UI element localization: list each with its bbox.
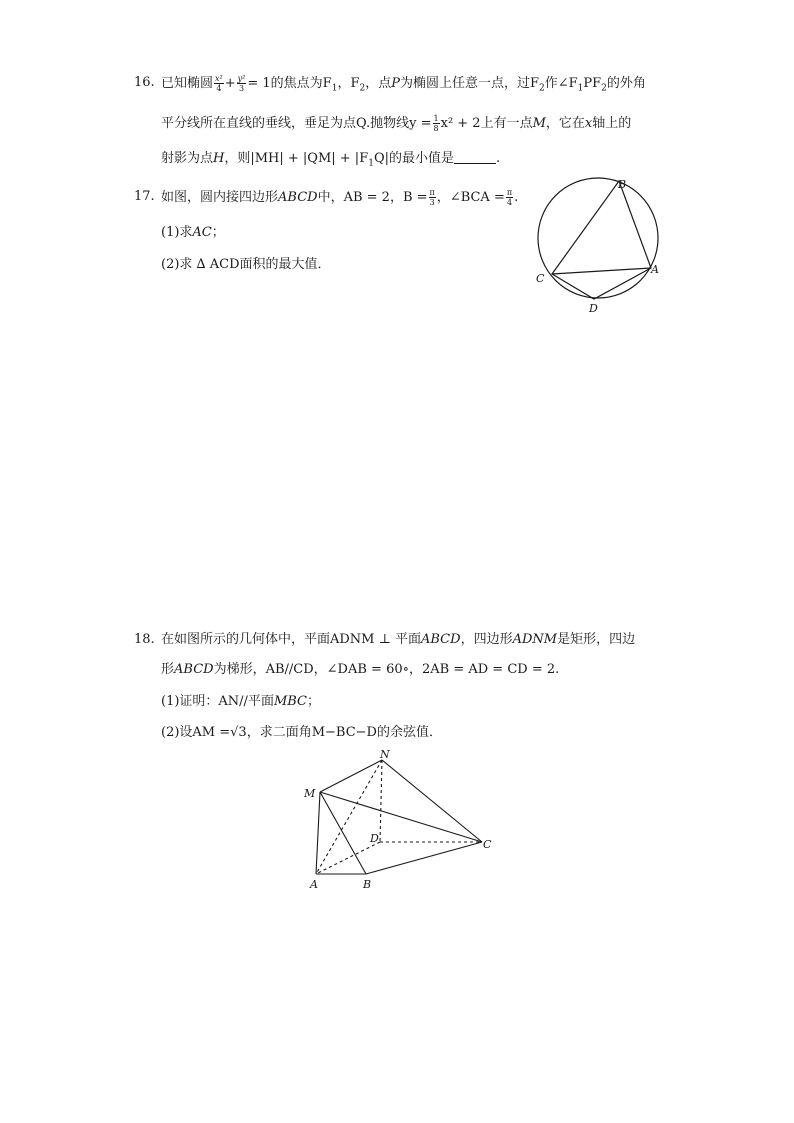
text: ，则|MH| + |QM| + |F: [224, 151, 369, 166]
var-M: M: [532, 116, 546, 131]
text: 中，AB = 2，B =: [317, 190, 428, 205]
label-D: D: [370, 832, 379, 845]
q18-part-2: [161, 724, 442, 742]
text: 的外角: [606, 76, 646, 91]
label-N: N: [380, 748, 390, 761]
text: (1)求: [161, 225, 193, 240]
var-ABCD: ABCD: [421, 632, 461, 647]
label-M: M: [304, 787, 316, 800]
q18-line-2: [161, 661, 559, 679]
text: ，∠BCA =: [436, 190, 505, 205]
label-B: B: [618, 178, 627, 191]
label-C: C: [536, 272, 545, 285]
solid-geometry-figure: [296, 746, 506, 894]
text: = 1的焦点为F: [247, 76, 332, 91]
var-MBC: MBC: [273, 694, 308, 709]
q16-line-3: 射影为点H，则$|MH| + |QM| + |F_1Q|$的最小值是 .: [161, 151, 501, 169]
var-ABCD: ABCD: [174, 662, 214, 677]
question-number: 16.: [134, 75, 155, 90]
edge-NC: [382, 760, 482, 842]
var-P: P: [391, 76, 400, 91]
edge-BC: [366, 842, 482, 874]
var-ABCD: ABCD: [278, 190, 318, 205]
text: ，它在: [545, 116, 585, 131]
text: ，点: [365, 76, 392, 91]
q16-line-2: [161, 114, 631, 133]
sqrt-3: √3: [230, 725, 247, 740]
diagonal-CA: [552, 268, 651, 274]
q17-part-1: [161, 224, 225, 242]
text: ，求二面角M−BC−D的余弦值．: [246, 725, 442, 740]
hidden-edge-DA: [316, 842, 380, 874]
question-number: 17.: [134, 189, 155, 204]
text: 是矩形，四边: [557, 632, 636, 647]
text: Q|的最小值是: [373, 151, 454, 166]
q17-line-1: [161, 188, 518, 207]
hidden-edge-ND: [380, 760, 382, 842]
fraction: $\frac{1}{8}$: [433, 114, 439, 133]
text: .: [496, 151, 501, 166]
fraction: $\frac{\text{y²}}{3}$: [237, 74, 246, 93]
text: 如图，圆内接四边形: [161, 190, 279, 205]
quadrilateral-ABCD: [552, 181, 651, 299]
text: 射影为点: [161, 151, 214, 166]
text: 平分线所在直线的垂线，垂足为点Q.抛物线y =: [161, 116, 432, 131]
text: ；: [211, 225, 225, 240]
var-H: H: [213, 151, 225, 166]
question-number: 18.: [134, 632, 155, 647]
label-A: A: [651, 263, 659, 276]
text: x² + 2上有一点: [440, 116, 533, 131]
var-ADNM: ADNM: [512, 632, 558, 647]
text: ，F: [337, 76, 360, 91]
fraction: $\frac{\pi}{4}$: [506, 188, 513, 207]
fraction: $\frac{\text{x²}}{4}$: [215, 74, 223, 93]
text: 为梯形，AB//CD，∠DAB = 60∘，2AB = AD = CD = 2.: [213, 662, 560, 677]
text: (2)设AM =: [161, 725, 231, 740]
text: 已知椭圆: [161, 76, 214, 91]
text: PF: [583, 76, 602, 91]
text: .: [514, 190, 519, 205]
text: 形: [161, 662, 175, 677]
text: 轴上的: [592, 116, 632, 131]
label-A: A: [310, 878, 318, 891]
edge-MA: [316, 792, 320, 874]
var-AC: AC: [192, 225, 212, 240]
text: 为椭圆上任意一点，过F: [399, 76, 539, 91]
q17-part-2: (2)求 ∆ ACD面积的最大值．: [161, 257, 331, 272]
label-C: C: [483, 838, 492, 851]
text: ；: [307, 694, 321, 709]
answer-blank: [454, 151, 496, 164]
fraction: $\frac{\pi}{3}$: [429, 188, 435, 207]
circle-quadrilateral-figure: [530, 172, 670, 318]
text: (1)证明：AN//平面: [161, 694, 274, 709]
label-B: B: [363, 878, 372, 891]
var-x: x: [584, 116, 593, 131]
label-D: D: [589, 302, 598, 315]
text: +: [224, 76, 236, 91]
q18-part-1: [161, 693, 320, 711]
text: 在如图所示的几何体中，平面ADNM ⊥ 平面: [161, 632, 421, 647]
text: 作∠F: [544, 76, 578, 91]
q18-line-1: [161, 631, 635, 649]
q16-line-1: 已知椭圆 $\frac{\text{x²}}{4}$ + $\frac{\text{y²}}{3}$ = 1的焦点为$F_1$，$F_2$，点P为椭圆上任意一点，过$F_2$作$\angle F_1PF_2$的外角: [161, 74, 646, 94]
text: ，四边形: [460, 632, 513, 647]
